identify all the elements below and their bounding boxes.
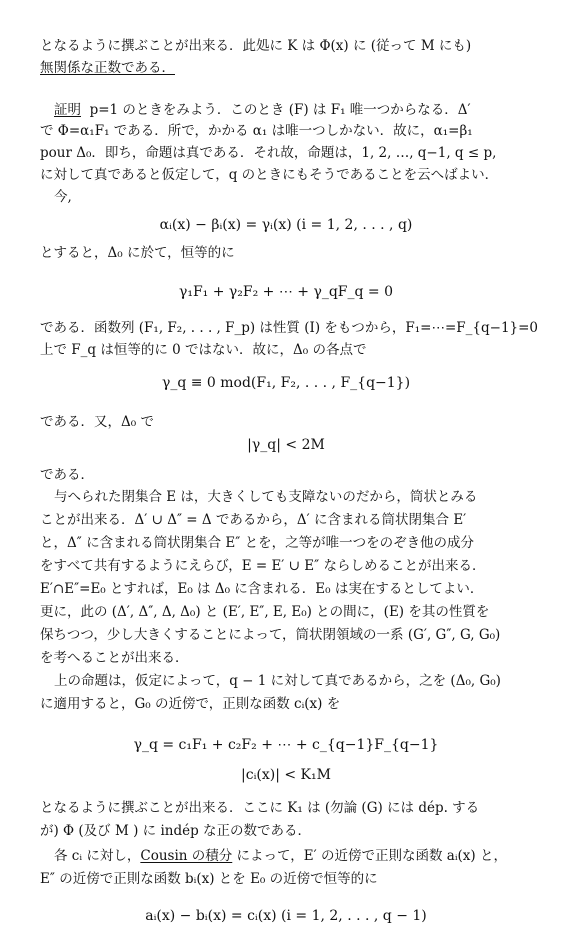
- text-line: である．函数列 (F₁, F₂, . . . , F_p) は性質 (I) をもつから，F₁=⋯=F_{q−1}=0: [40, 320, 539, 336]
- underlined-text: 無関係な正数である．: [40, 60, 175, 76]
- text-line: 今,: [54, 189, 72, 205]
- text-line: 与へられた閉集合 E は，大きくしても支障ないのだから，筒状とみる: [54, 489, 478, 505]
- text-line: と，Δ″ に含まれる筒状閉集合 E″ とを，之等が唯一つをのぞき他の成分: [40, 535, 475, 551]
- text-line: をすべて共有するようにえらび，E = E′ ∪ E″ ならしめることが出来る．: [40, 558, 486, 574]
- text-line: E′∩E″=E₀ とすれば，E₀ は Δ₀ に含まれる．E₀ は実在するとしてよい．: [40, 581, 484, 597]
- text-line: を考へることが出来る．: [40, 650, 189, 666]
- equation: αᵢ(x) − βᵢ(x) = γᵢ(x) (i = 1, 2, . . . , q): [159, 217, 413, 233]
- text-line: である．又，Δ₀ で: [40, 414, 154, 430]
- text-line-underlined: [40, 58, 540, 78]
- text-line: E″ の近傍で正則な函数 bᵢ(x) とを E₀ の近傍で恒等的に: [40, 871, 378, 887]
- text-line: となるように撰ぶことが出来る．ここに K₁ は (勿論 (G) には dép. する: [40, 800, 480, 816]
- text-line: とすると，Δ₀ に於て，恒等的に: [40, 245, 235, 261]
- equation: |γ_q| < 2M: [247, 437, 325, 453]
- text-line: ことが出来る．Δ′ ∪ Δ″ = Δ であるから，Δ′ に含まれる筒状閉集合 E′: [40, 512, 467, 528]
- text-line: である．: [40, 467, 94, 483]
- text-line: pour Δ₀．即ち，命題は真である．それ故，命題は，1, 2, …, q−1, q ≤ p,: [40, 145, 497, 161]
- text-line: 保ちつつ，少し大きくすることによって，筒状閉領域の一系 (G′, G″, G, G₀): [40, 627, 501, 643]
- equation: aᵢ(x) − bᵢ(x) = cᵢ(x) (i = 1, 2, . . . , q − 1): [145, 908, 427, 924]
- text-line: 更に，此の (Δ′, Δ″, Δ, Δ₀) と (E′, E″, E, E₀) との間に，(E) を其の性質を: [40, 604, 490, 620]
- cousin-integral-term: Cousin の積分: [140, 848, 233, 864]
- equation: γ_q = c₁F₁ + c₂F₂ + ⋯ + c_{q−1}F_{q−1}: [133, 737, 439, 753]
- text-line: に適用すると，G₀ の近傍で，正則な函数 cᵢ(x) を: [40, 696, 341, 712]
- text-fragment: によって，E′ の近傍で正則な函数 aᵢ(x) と，: [232, 848, 507, 864]
- text-line: で Φ=α₁F₁ である．所で，かかる α₁ は唯一つしかない．故に，α₁=β₁: [40, 123, 473, 139]
- equation: |cᵢ(x)| < K₁M: [241, 767, 331, 783]
- proof-line: [54, 100, 540, 120]
- text-line: 上で F_q は恒等的に 0 ではない．故に，Δ₀ の各点で: [40, 342, 367, 358]
- text-fragment: 各 cᵢ に対し，: [54, 848, 141, 864]
- equation: γ_q ≡ 0 mod(F₁, F₂, . . . , F_{q−1}): [161, 375, 411, 391]
- equation: γ₁F₁ + γ₂F₂ + ⋯ + γ_qF_q = 0: [178, 284, 394, 300]
- text-line: [54, 846, 540, 866]
- proof-text: p=1 のときをみよう．このとき (F) は F₁ 唯一つからなる．Δ′: [89, 102, 471, 118]
- proof-label: 証明: [54, 102, 81, 118]
- text-line: となるように撰ぶことが出来る．此処に K は Φ(x) に (従って M にも): [40, 38, 472, 54]
- text-line: 上の命題は，仮定によって，q − 1 に対して真であるから，之を (Δ₀, G₀): [54, 673, 501, 689]
- text-line: が) Φ (及び M ) に indép な正の数である．: [40, 823, 312, 839]
- text-line: に対して真であると仮定して，q のときにもそうであることを云へばよい．: [40, 167, 499, 183]
